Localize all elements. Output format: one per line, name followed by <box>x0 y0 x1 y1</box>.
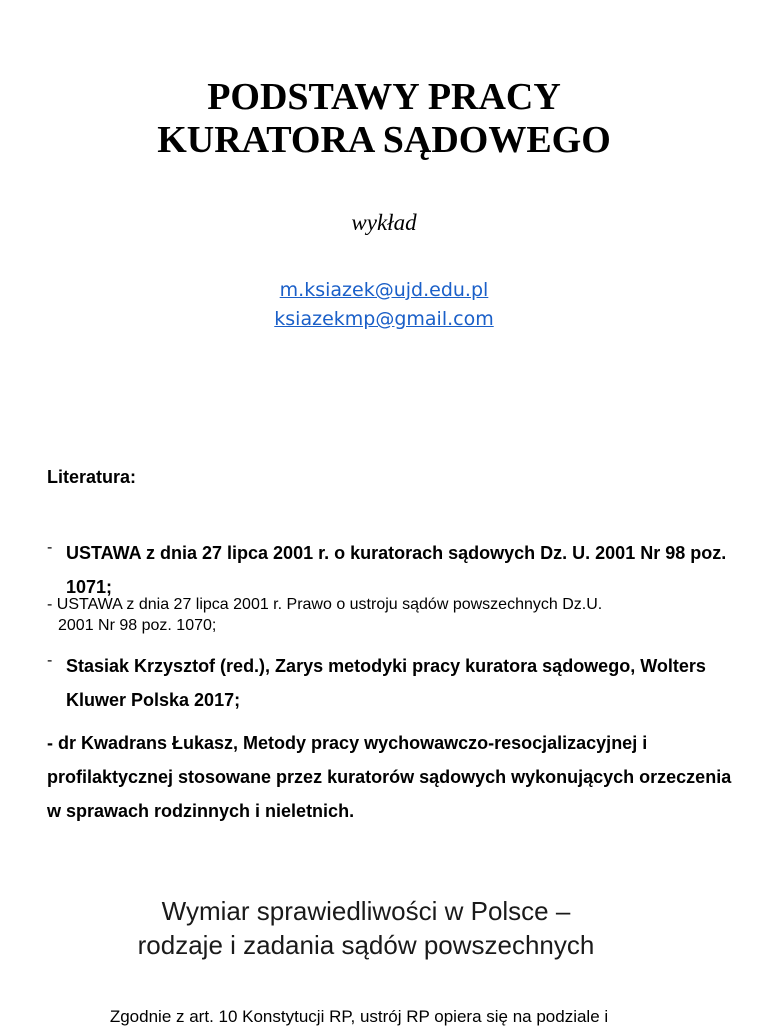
section-heading-line-2: rodzaje i zadania sądów powszechnych <box>137 930 595 960</box>
title-line-2: KURATORA SĄDOWEGO <box>157 119 611 161</box>
literature-item-text: USTAWA z dnia 27 lipca 2001 r. o kuratorach sądowych Dz. U. 2001 Nr 98 poz. 1071; <box>66 543 727 597</box>
literature-item-3 <box>47 649 737 717</box>
literature-item-line-2: 2001 Nr 98 poz. 1070; <box>58 617 217 634</box>
bullet-dash: - <box>47 539 53 556</box>
literature-item-text: Stasiak Krzysztof (red.), Zarys metodyki pracy kuratora sądowego, Wolters Kluwer Polska 2017; <box>66 656 706 710</box>
literature-item-line-1: - USTAWA z dnia 27 lipca 2001 r. Prawo o ustroju sądów powszechnych Dz.U. <box>47 596 603 613</box>
literature-item-2 <box>47 594 737 636</box>
section-heading <box>0 894 732 962</box>
literature-heading: Literatura: <box>47 467 137 487</box>
subtitle: wykład <box>351 210 417 235</box>
document-title <box>0 76 768 162</box>
body-paragraph: Zgodnie z art. 10 Konstytucji RP, ustrój RP opiera się na podziale i <box>109 1007 609 1026</box>
bullet-dash: - <box>47 652 53 669</box>
email-link-ujd[interactable]: m.ksiazek@ujd.edu.pl <box>279 279 489 301</box>
section-heading-line-1: Wymiar sprawiedliwości w Polsce – <box>161 896 571 926</box>
email-link-gmail[interactable]: ksiazekmp@gmail.com <box>274 308 494 330</box>
contact-emails <box>0 276 768 334</box>
literature-item-4: - dr Kwadrans Łukasz, Metody pracy wychowawczo-resocjalizacyjnej i profilaktycznej stosowane przez kuratorów sądowych wykonujących orzeczenia w sprawach rodzinnych i nieletnich. <box>47 733 732 821</box>
title-line-1: PODSTAWY PRACY <box>207 76 561 118</box>
